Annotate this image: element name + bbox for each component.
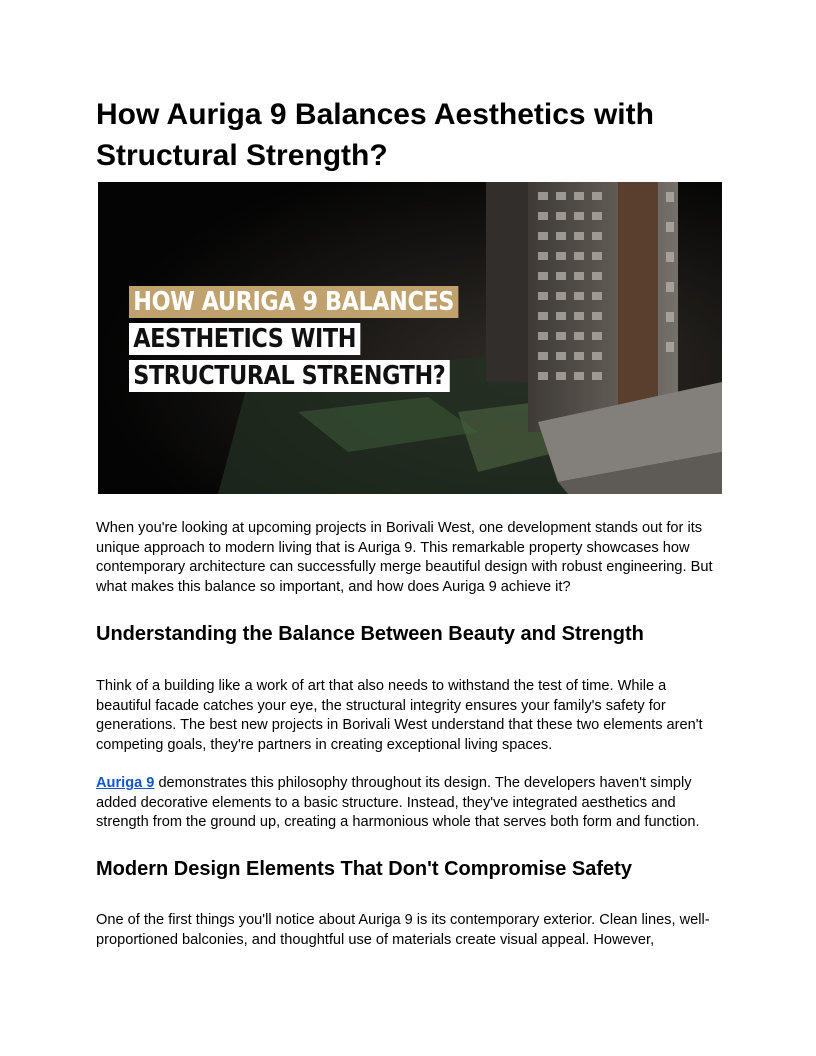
section-heading-design: Modern Design Elements That Don't Compromise Safety bbox=[96, 858, 632, 880]
hero-line-2: AESTHETICS WITH bbox=[129, 323, 360, 355]
balance-paragraph-2-text: demonstrates this philosophy throughout its design. The developers haven't simply added decorative elements to a basic structure. Instead, they've integrated aesthetics and strength from the ground up, creating a harmonious whole that serves both form and function. bbox=[96, 775, 700, 830]
intro-paragraph: When you're looking at upcoming projects in Borivali West, one development stands out for its unique approach to modern living that is Auriga 9. This remarkable property showcases how contemporary architecture can successfully merge beautiful design with robust engineering. But what makes this balance so important, and how does Auriga 9 achieve it? bbox=[96, 520, 713, 595]
hero-image bbox=[98, 182, 722, 494]
balance-paragraph-1: Think of a building like a work of art that also needs to withstand the test of time. While a beautiful facade catches your eye, the structural integrity ensures your family's safety for generations. The best new projects in Borivali West understand that these two elements aren't competing goals, they're partners in creating exceptional living spaces. bbox=[96, 678, 703, 753]
balance-paragraph-2 bbox=[96, 774, 722, 833]
section-heading-balance: Understanding the Balance Between Beauty and Strength bbox=[96, 623, 644, 645]
hero-line-1: HOW AURIGA 9 BALANCES bbox=[129, 286, 458, 318]
auriga-9-link[interactable]: Auriga 9 bbox=[96, 775, 155, 791]
page-title: How Auriga 9 Balances Aesthetics with Structural Strength? bbox=[96, 98, 654, 172]
design-paragraph-1: One of the first things you'll notice about Auriga 9 is its contemporary exterior. Clean lines, well-proportioned balconies, and thoughtful use of materials create visual appeal. However, bbox=[96, 912, 710, 948]
hero-title-overlay bbox=[129, 286, 512, 397]
hero-line-3: STRUCTURAL STRENGTH? bbox=[129, 360, 450, 392]
